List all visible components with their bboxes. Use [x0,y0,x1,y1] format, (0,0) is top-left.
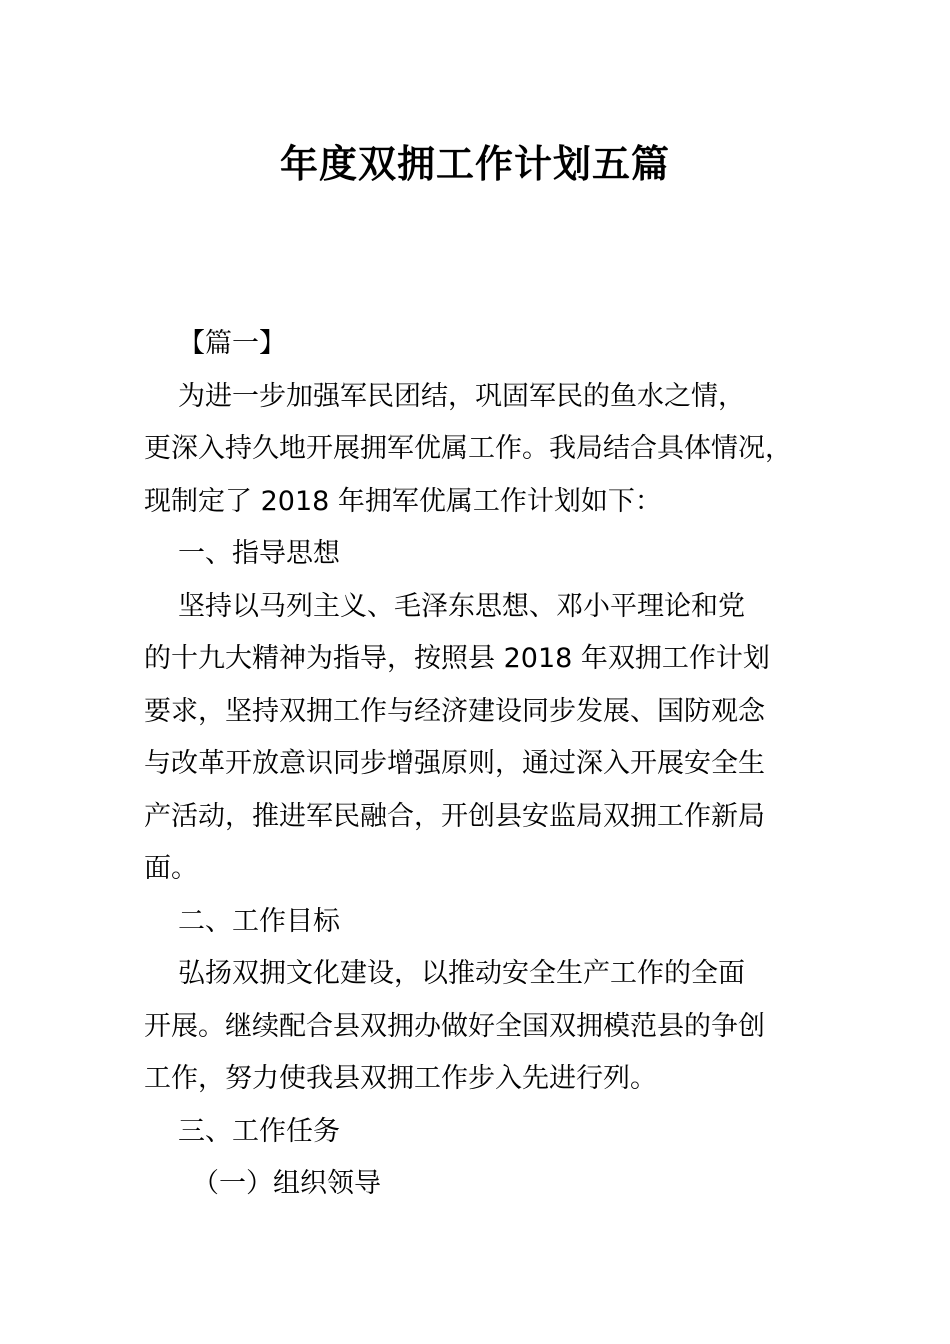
goal-paragraph [144,948,824,1106]
intro-paragraph [144,371,824,529]
paragraph-line: 的十九大精神为指导，按照县 2018 年双拥工作计划 [144,643,770,674]
paragraph-line: 产活动，推进军民融合，开创县安监局双拥工作新局 [144,800,765,832]
paragraph-line: 面。 [144,853,198,884]
section-label: 【篇一】 [178,328,286,359]
document-title: 年度双拥工作计划五篇 [279,142,670,186]
paragraph-line: 工作，努力使我县双拥工作步入先进行列。 [144,1063,657,1094]
document-body [144,318,824,1211]
section-heading-guideline: 一、指导思想 [178,538,340,569]
paragraph-line: 更深入持久地开展拥军优属工作。我局结合具体情况， [144,433,792,464]
guideline-paragraph [144,581,824,896]
paragraph-line: 弘扬双拥文化建设，以推动安全生产工作的全面 [178,958,745,989]
subsection-heading-organization: （一）组织领导 [192,1168,381,1199]
section-heading-tasks: 三、工作任务 [178,1115,340,1147]
paragraph-line: 开展。继续配合县双拥办做好全国双拥模范县的争创 [144,1010,765,1042]
paragraph-line: 与改革开放意识同步增强原则，通过深入开展安全生 [144,748,765,779]
paragraph-line: 为进一步加强军民团结，巩固军民的鱼水之情， [178,380,745,412]
section-heading-goals: 二、工作目标 [178,905,340,937]
paragraph-line: 要求，坚持双拥工作与经济建设同步发展、国防观念 [144,695,765,727]
paragraph-line: 坚持以马列主义、毛泽东思想、邓小平理论和党 [178,590,745,622]
paragraph-line: 现制定了 2018 年拥军优属工作计划如下： [144,485,662,517]
